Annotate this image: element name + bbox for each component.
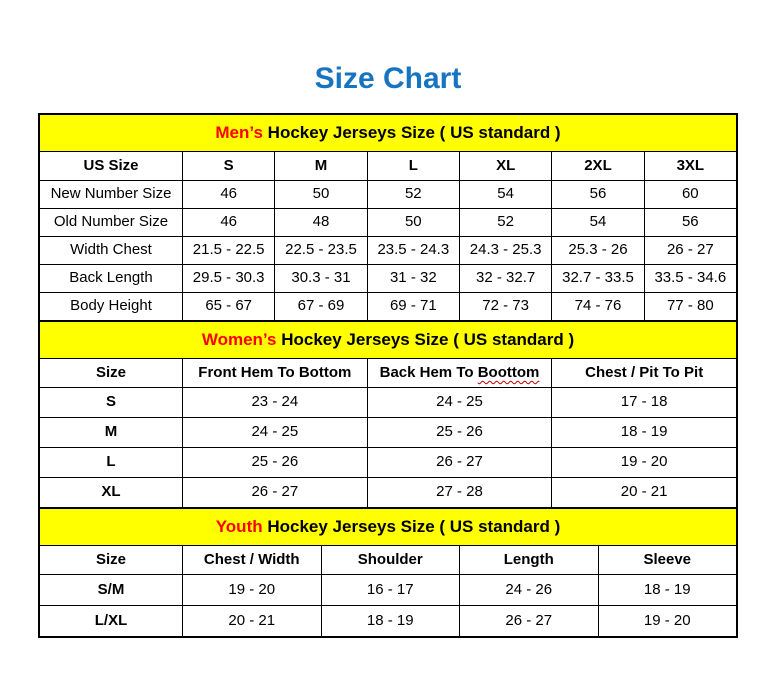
column-header-front-hem: Front Hem To Bottom bbox=[183, 359, 368, 388]
row-label: Width Chest bbox=[40, 237, 183, 265]
size-cell: 46 bbox=[183, 209, 275, 237]
back-hem-label-prefix: Back Hem To bbox=[379, 363, 474, 381]
size-cell: 60 bbox=[644, 181, 736, 209]
back-hem-label-misspelled: Boottom bbox=[477, 363, 540, 381]
mens-section-title bbox=[40, 115, 737, 152]
size-cell: 17 - 18 bbox=[552, 388, 737, 418]
column-header-us-size: US Size bbox=[40, 152, 183, 181]
size-cell: 26 - 27 bbox=[367, 448, 552, 478]
size-cell: 31 - 32 bbox=[367, 265, 459, 293]
size-cell: 19 - 20 bbox=[183, 575, 322, 606]
table-row bbox=[40, 388, 737, 418]
size-cell: 46 bbox=[183, 181, 275, 209]
table-row bbox=[40, 478, 737, 508]
table-row bbox=[40, 209, 737, 237]
size-cell: 20 - 21 bbox=[183, 606, 322, 637]
size-cell: 52 bbox=[367, 181, 459, 209]
column-header-chest-width: Chest / Width bbox=[183, 546, 322, 575]
size-cell: 56 bbox=[552, 181, 644, 209]
size-chart-frame bbox=[38, 113, 738, 638]
size-cell: 18 - 19 bbox=[552, 418, 737, 448]
size-cell: 65 - 67 bbox=[183, 293, 275, 321]
row-label: New Number Size bbox=[40, 181, 183, 209]
size-cell: 20 - 21 bbox=[552, 478, 737, 508]
mens-section-band bbox=[40, 115, 737, 152]
size-cell: 32.7 - 33.5 bbox=[552, 265, 644, 293]
table-row bbox=[40, 181, 737, 209]
column-header-size: Size bbox=[40, 546, 183, 575]
size-cell: 23 - 24 bbox=[183, 388, 368, 418]
row-label: Body Height bbox=[40, 293, 183, 321]
column-header-3xl: 3XL bbox=[644, 152, 736, 181]
youth-section-title-rest: Hockey Jerseys Size ( US standard ) bbox=[267, 516, 561, 536]
column-header-size: Size bbox=[40, 359, 183, 388]
mens-section-title-rest: Hockey Jerseys Size ( US standard ) bbox=[267, 122, 561, 142]
size-cell: 26 - 27 bbox=[644, 237, 736, 265]
size-cell: 56 bbox=[644, 209, 736, 237]
size-cell: 29.5 - 30.3 bbox=[183, 265, 275, 293]
size-cell: 24 - 26 bbox=[460, 575, 599, 606]
column-header-chest-pit: Chest / Pit To Pit bbox=[552, 359, 737, 388]
table-row bbox=[40, 265, 737, 293]
size-cell: 77 - 80 bbox=[644, 293, 736, 321]
size-cell: 33.5 - 34.6 bbox=[644, 265, 736, 293]
column-header-xl: XL bbox=[459, 152, 551, 181]
row-label: L/XL bbox=[40, 606, 183, 637]
size-cell: 18 - 19 bbox=[598, 575, 737, 606]
size-cell: 27 - 28 bbox=[367, 478, 552, 508]
table-row bbox=[40, 237, 737, 265]
mens-section-title-accent: Men’s bbox=[215, 122, 263, 142]
size-cell: 74 - 76 bbox=[552, 293, 644, 321]
size-cell: 52 bbox=[459, 209, 551, 237]
table-row bbox=[40, 606, 737, 637]
youth-section-title-accent: Youth bbox=[215, 516, 263, 536]
size-cell: 72 - 73 bbox=[459, 293, 551, 321]
womens-section-band bbox=[40, 322, 737, 359]
mens-size-table bbox=[39, 114, 737, 321]
column-header-l: L bbox=[367, 152, 459, 181]
table-row bbox=[40, 293, 737, 321]
size-cell: 24.3 - 25.3 bbox=[459, 237, 551, 265]
row-label: XL bbox=[40, 478, 183, 508]
table-row bbox=[40, 575, 737, 606]
row-label: S bbox=[40, 388, 183, 418]
youth-section-band bbox=[40, 509, 737, 546]
size-cell: 18 - 19 bbox=[321, 606, 460, 637]
row-label: Back Length bbox=[40, 265, 183, 293]
size-cell: 25 - 26 bbox=[183, 448, 368, 478]
row-label: M bbox=[40, 418, 183, 448]
page-title: Size Chart bbox=[314, 62, 462, 95]
row-label: L bbox=[40, 448, 183, 478]
size-cell: 24 - 25 bbox=[183, 418, 368, 448]
column-header-length: Length bbox=[460, 546, 599, 575]
size-cell: 19 - 20 bbox=[598, 606, 737, 637]
womens-section-title bbox=[40, 322, 737, 359]
row-label: Old Number Size bbox=[40, 209, 183, 237]
size-cell: 25 - 26 bbox=[367, 418, 552, 448]
table-row bbox=[40, 448, 737, 478]
size-cell: 21.5 - 22.5 bbox=[183, 237, 275, 265]
size-cell: 32 - 32.7 bbox=[459, 265, 551, 293]
column-header-shoulder: Shoulder bbox=[321, 546, 460, 575]
table-row bbox=[40, 418, 737, 448]
size-cell: 54 bbox=[459, 181, 551, 209]
column-header-back-hem bbox=[367, 359, 552, 388]
size-cell: 24 - 25 bbox=[367, 388, 552, 418]
womens-size-table bbox=[39, 321, 737, 508]
size-cell: 19 - 20 bbox=[552, 448, 737, 478]
size-cell: 30.3 - 31 bbox=[275, 265, 367, 293]
womens-section-title-rest: Hockey Jerseys Size ( US standard ) bbox=[281, 329, 575, 349]
size-cell: 50 bbox=[275, 181, 367, 209]
size-cell: 67 - 69 bbox=[275, 293, 367, 321]
size-cell: 22.5 - 23.5 bbox=[275, 237, 367, 265]
column-header-s: S bbox=[183, 152, 275, 181]
column-header-2xl: 2XL bbox=[552, 152, 644, 181]
size-cell: 23.5 - 24.3 bbox=[367, 237, 459, 265]
size-cell: 26 - 27 bbox=[183, 478, 368, 508]
row-label: S/M bbox=[40, 575, 183, 606]
size-cell: 54 bbox=[552, 209, 644, 237]
youth-section-title bbox=[40, 509, 737, 546]
size-cell: 48 bbox=[275, 209, 367, 237]
womens-section-title-accent: Women’s bbox=[201, 329, 277, 349]
womens-header-row bbox=[40, 359, 737, 388]
mens-header-row bbox=[40, 152, 737, 181]
size-cell: 16 - 17 bbox=[321, 575, 460, 606]
youth-size-table bbox=[39, 508, 737, 637]
column-header-sleeve: Sleeve bbox=[598, 546, 737, 575]
size-cell: 26 - 27 bbox=[460, 606, 599, 637]
youth-header-row bbox=[40, 546, 737, 575]
size-cell: 25.3 - 26 bbox=[552, 237, 644, 265]
column-header-m: M bbox=[275, 152, 367, 181]
size-cell: 69 - 71 bbox=[367, 293, 459, 321]
size-cell: 50 bbox=[367, 209, 459, 237]
